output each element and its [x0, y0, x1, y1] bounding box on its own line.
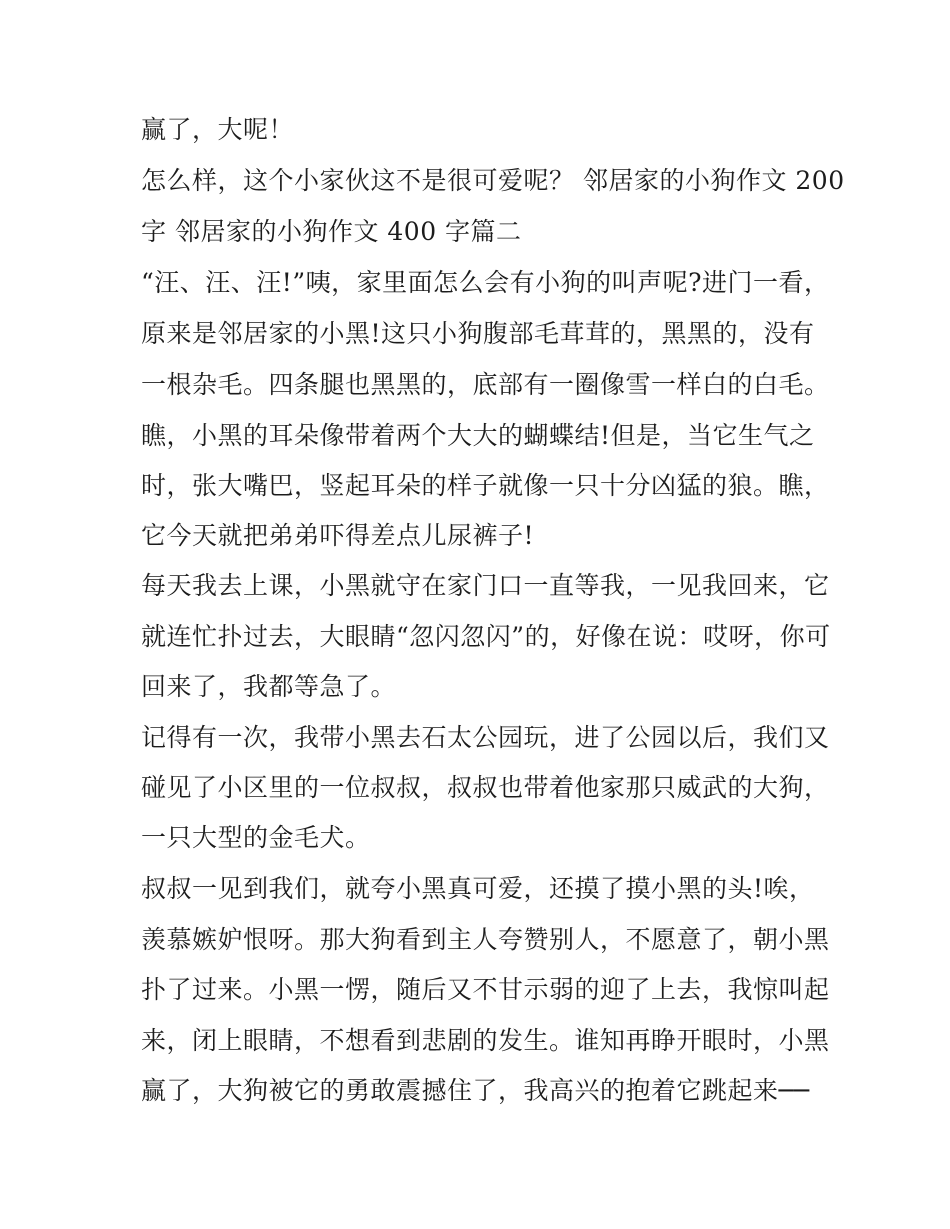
- text-line: 叔叔一见到我们，就夸小黑真可爱，还摸了摸小黑的头!唉，: [141, 874, 815, 903]
- text-line: 来，闭上眼睛，不想看到悲剧的发生。谁知再睁开眼时，小黑: [141, 1026, 830, 1055]
- text-line: 它今天就把弟弟吓得差点儿尿裤子!: [141, 521, 535, 550]
- text-line: 扑了过来。小黑一愣，随后又不甘示弱的迎了上去，我惊叫起: [141, 975, 830, 1004]
- text-line: 记得有一次，我带小黑去石太公园玩，进了公园以后，我们又: [141, 723, 830, 752]
- text-line: 每天我去上课，小黑就守在家门口一直等我，一见我回来，它: [141, 571, 830, 600]
- text-line: 碰见了小区里的一位叔叔，叔叔也带着他家那只威武的大狗，: [141, 773, 830, 802]
- text-line: 一只大型的金毛犬。: [141, 823, 371, 852]
- text-line: 羡慕嫉妒恨呀。那大狗看到主人夸赞别人，不愿意了，朝小黑: [141, 925, 830, 954]
- text-line: “汪、汪、汪!”咦，家里面怎么会有小狗的叫声呢?进门一看，: [141, 268, 830, 297]
- text-line: 回来了，我都等急了。: [141, 672, 397, 701]
- text-line: 就连忙扑过去，大眼睛“忽闪忽闪”的，好像在说：哎呀，你可: [141, 622, 831, 651]
- text-line: 赢了，大呢！: [141, 115, 295, 144]
- text-line: 瞧，小黑的耳朵像带着两个大大的蝴蝶结!但是，当它生气之: [141, 421, 815, 450]
- text-line: 赢了，大狗被它的勇敢震撼住了，我高兴的抱着它跳起来──: [141, 1076, 810, 1105]
- text-line: 字 邻居家的小狗作文 400 字篇二: [141, 217, 522, 246]
- text-line: 怎么样，这个小家伙这不是很可爱呢？ 邻居家的小狗作文 200: [141, 166, 845, 195]
- text-line: 原来是邻居家的小黑!这只小狗腹部毛茸茸的，黑黑的，没有: [141, 319, 815, 348]
- text-line: 一根杂毛。四条腿也黑黑的，底部有一圈像雪一样白的白毛。: [141, 370, 830, 399]
- text-line: 时，张大嘴巴，竖起耳朵的样子就像一只十分凶猛的狼。瞧，: [141, 471, 830, 500]
